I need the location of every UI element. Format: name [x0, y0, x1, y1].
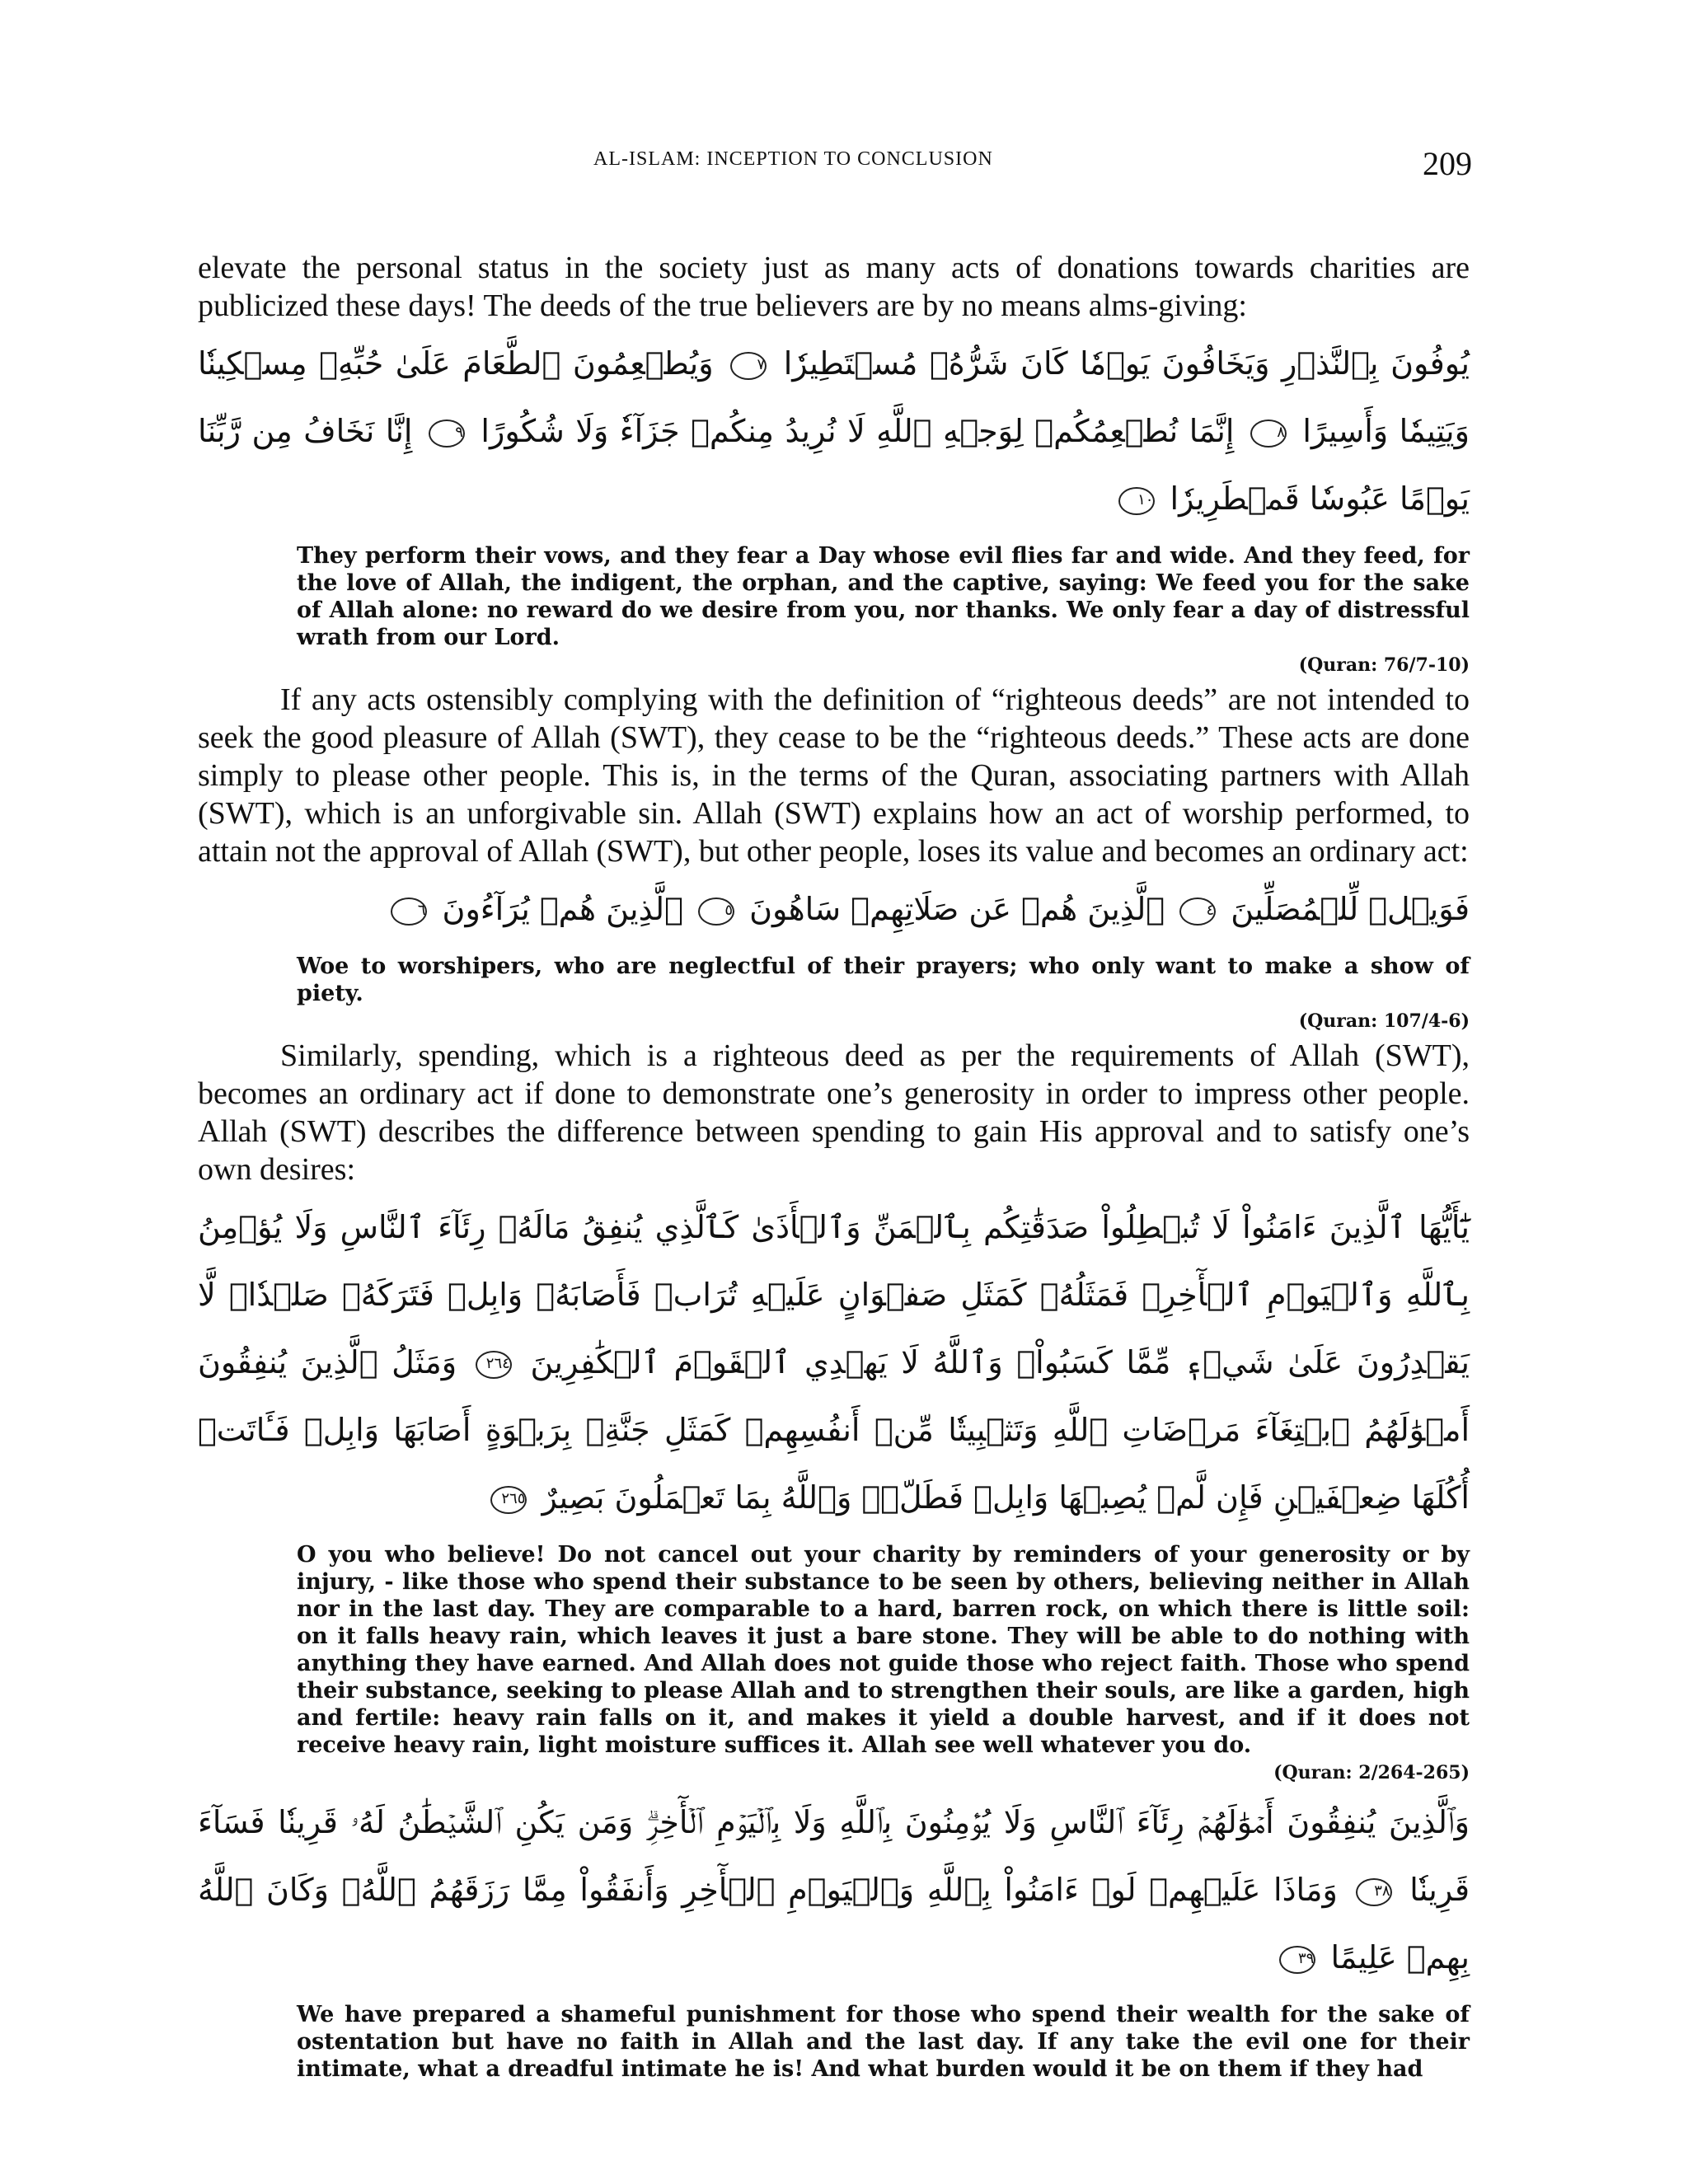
arabic-verse-text: إِنَّمَا نُطۡعِمُكُمۡ لِوَجۡهِ ٱللَّهِ لَا نُرِيدُ مِنكُمۡ جَزَآءٗ وَلَا شُكُورًا: [481, 413, 1235, 449]
arabic-verse-text: يُوفُونَ بِٱلنَّذۡرِ وَيَخَافُونَ يَوۡمٗا كَانَ شَرُّهُۥ مُسۡتَطِيرٗا: [783, 345, 1470, 382]
ayah-number-marker: ٩: [429, 419, 465, 448]
quran-citation-3: (Quran: 2/264-265): [1273, 1762, 1470, 1783]
ayah-number-marker: ٥: [698, 898, 734, 926]
paragraph-3: Similarly, spending, which is a righteous deed as per the requirements of Allah (SWT), becomes an ordinary act if done to demonstrate one’s generosity in order to impress other people. Allah (SWT) describes the difference between spending to gain His approval and to satisfy one’s own desires:: [198, 1038, 1470, 1187]
ayah-number-marker: ٨: [1250, 419, 1287, 448]
ayah-number-marker: ٢٦٤: [476, 1351, 512, 1379]
arabic-verse-text: إِنَّا نَخَافُ مِن رَّبِّنَا يَوۡمًا عَبُوسٗا قَمۡطَرِيرٗا: [198, 413, 1470, 517]
arabic-verse-text: وَٱلَّذِينَ يُنفِقُونَ أَمۡوَٰلَهُمۡ رِئَآءَ ٱلنَّاسِ وَلَا يُؤۡمِنُونَ بِٱللَّهِ وَلَا بِٱلۡيَوۡمِ ٱلۡأٓخِرِۗ وَمَن يَكُنِ ٱلشَّيۡطَٰنُ لَهُۥ قَرِينٗا فَسَآءَ قَرِينٗا: [198, 1804, 1470, 1908]
paragraph-1: elevate the personal status in the society just as many acts of donations towards charities are publicized these days! The deeds of the true believers are by no means alms-giving:: [198, 251, 1470, 323]
ayah-number-marker: ٦: [391, 898, 427, 926]
arabic-verse-text: وَمَاذَا عَلَيۡهِمۡ لَوۡ ءَامَنُواْ بِٱللَّهِ وَٱلۡيَوۡمِ ٱلۡأٓخِرِ وَأَنفَقُواْ مِمَّا رَزَقَهُمُ ٱللَّهُۚ وَكَانَ ٱللَّهُ بِهِمۡ عَلِيمًا: [198, 1872, 1470, 1975]
ayah-number-marker: ٧: [730, 352, 767, 380]
arabic-verse-text: ٱلَّذِينَ هُمۡ عَن صَلَاتِهِمۡ سَاهُونَ: [749, 891, 1165, 927]
arabic-verse-text: يَٰٓأَيُّهَا ٱلَّذِينَ ءَامَنُواْ لَا تُبۡطِلُواْ صَدَقَٰتِكُم بِٱلۡمَنِّ وَٱلۡأَذَىٰ كَٱلَّذِي يُنفِقُ مَالَهُۥ رِئَآءَ ٱلنَّاسِ وَلَا يُؤۡمِنُ بِٱللَّهِ وَٱلۡيَوۡمِ ٱلۡأٓخِرِۖ فَمَثَلُهُۥ كَمَثَلِ صَفۡوَانٍ عَلَيۡهِ تُرَابٞ فَأَصَابَهُۥ وَابِلٞ فَتَرَكَهُۥ صَلۡدٗاۖ لَّا يَقۡدِرُونَ عَلَىٰ شَيۡءٖ مِّمَّا كَسَبُواْۗ وَٱللَّهُ لَا يَهۡدِي ٱلۡقَوۡمَ ٱلۡكَٰفِرِينَ: [198, 1209, 1470, 1380]
arabic-verse-107: [198, 875, 1470, 943]
page-number: 209: [1423, 145, 1472, 182]
verse-translation-2: Woe to worshipers, who are neglectful of their prayers; who only want to make a show of piety.: [297, 954, 1470, 1006]
arabic-verse-2: [198, 1193, 1470, 1531]
verse-translation-1: They perform their vows, and they fear a Day whose evil flies far and wide. And they feed, for the love of Allah, the indigent, the orphan, and the captive, saying: We feed you for the sake of Allah alone: no reward do we desire from you, nor thanks. We only fear a day of distressful wrath from our Lord.: [297, 543, 1470, 650]
arabic-verse-4: [198, 1788, 1470, 1991]
ayah-number-marker: ٣٨: [1356, 1878, 1392, 1906]
ayah-number-marker: ١٠: [1118, 487, 1155, 515]
running-header-title: AL-ISLAM: INCEPTION TO CONCLUSION: [593, 148, 993, 170]
ayah-number-marker: ٤: [1179, 898, 1216, 926]
arabic-verse-text: وَيُطۡعِمُونَ ٱلطَّعَامَ عَلَىٰ حُبِّهِۦ مِسۡكِينٗا وَيَتِيمٗا وَأَسِيرًا: [198, 345, 1470, 449]
ayah-number-marker: ٢٦٥: [490, 1486, 527, 1514]
arabic-verse-text: ٱلَّذِينَ هُمۡ يُرَآءُونَ: [442, 891, 683, 927]
arabic-verse-text: وَمَثَلُ ٱلَّذِينَ يُنفِقُونَ أَمۡوَٰلَهُمُ ٱبۡتِغَآءَ مَرۡضَاتِ ٱللَّهِ وَتَثۡبِيتٗا مِّنۡ أَنفُسِهِمۡ كَمَثَلِ جَنَّةِۭ بِرَبۡوَةٍ أَصَابَهَا وَابِلٞ فَـَٔاتَتۡ أُكُلَهَا ضِعۡفَيۡنِ فَإِن لَّمۡ يُصِبۡهَا وَابِلٞ فَطَلّٞۗ وَٱللَّهُ بِمَا تَعۡمَلُونَ بَصِيرٌ: [198, 1344, 1470, 1516]
verse-translation-3: O you who believe! Do not cancel out your charity by reminders of your generosity or by injury, - like those who spend their substance to be seen by others, believing neither in Allah nor in the last day. They are comparable to a hard, barren rock, on which there is little soil: on it falls heavy rain, which leaves it just a bare stone. They will be able to do nothing with anything they have earned. And Allah does not guide those who reject faith. Those who spend their substance, seeking to please Allah and to strengthen their souls, are like a garden, high and fertile: heavy rain falls on it, and makes it yield a double harvest, and if it does not receive heavy rain, light moisture suffices it. Allah see well whatever you do.: [297, 1542, 1470, 1758]
quran-citation-2: (Quran: 107/4-6): [1298, 1010, 1470, 1032]
arabic-verse-text: فَوَيۡلٞ لِّلۡمُصَلِّينَ: [1231, 891, 1470, 927]
page-content: [198, 249, 1470, 2083]
paragraph-2: If any acts ostensibly complying with the definition of “righteous deeds” are not intended to seek the good pleasure of Allah (SWT), they cease to be the “righteous deeds.” These acts are done simply to please other people. This is, in the terms of the Quran, associating partners with Allah (SWT), which is an unforgivable sin. Allah (SWT) explains how an act of worship performed, to attain not the approval of Allah (SWT), but other people, loses its value and becomes an ordinary act:: [198, 682, 1470, 869]
verse-translation-4: We have prepared a shameful punishment for those who spend their wealth for the sake of ostentation but have no faith in Allah and the last day. If any take the evil one for their intimate, what a dreadful intimate he is! And what burden would it be on them if they had: [297, 2002, 1470, 2082]
arabic-verse-76: [198, 330, 1470, 532]
ayah-number-marker: ٣٩: [1279, 1946, 1315, 1974]
quran-citation-1: (Quran: 76/7-10): [1298, 654, 1470, 676]
